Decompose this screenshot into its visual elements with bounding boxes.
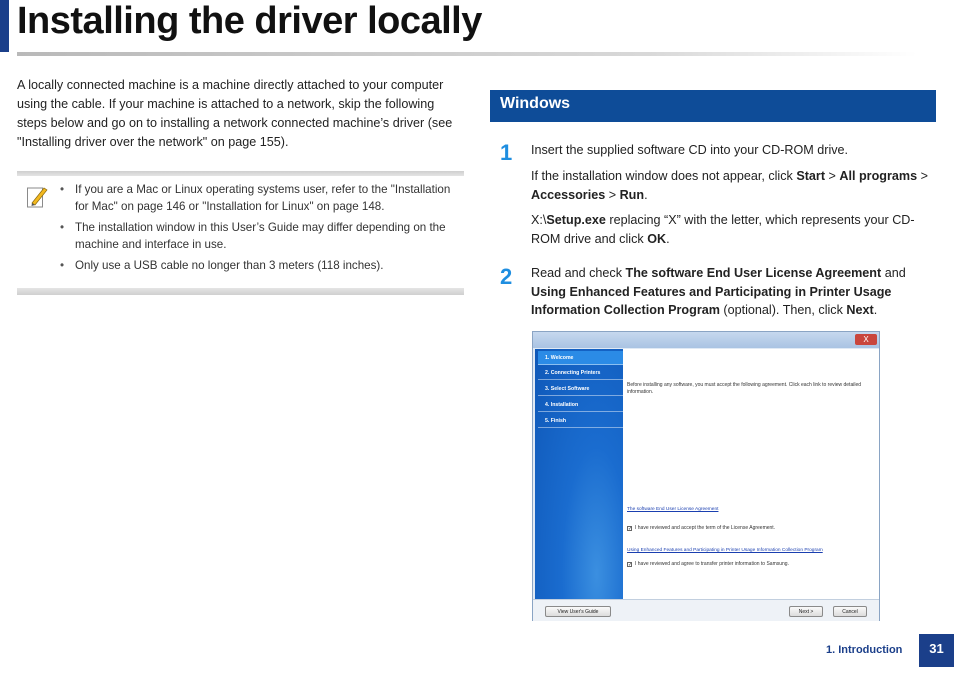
note-top-bar — [17, 171, 464, 176]
installer-usage-link[interactable]: Using Enhanced Features and Participating in Printer Usage Information Collection Program — [627, 548, 823, 553]
step-1-line-3: X:\Setup.exe replacing “X” with the letter, which represents your CD-ROM drive and click OK. — [531, 213, 915, 246]
step-number-2: 2 — [500, 264, 513, 289]
installer-step-installation: 4. Installation — [538, 398, 624, 412]
note-list — [75, 182, 464, 280]
note-box — [17, 171, 464, 295]
installer-usage-checkbox[interactable]: ✓ — [628, 562, 633, 568]
installer-eula-link[interactable]: The software End User License Agreement — [627, 507, 719, 512]
windows-section-header — [490, 90, 936, 122]
note-item: • The installation window in this User’s Guide may differ depending on the machine and interface in use. — [75, 220, 464, 253]
step-2-text: Read and check The software End User License Agreement and Using Enhanced Features and Participating in Printer Usage Information Collection Program (optional). Then, click Next. — [531, 266, 906, 317]
view-users-guide-button[interactable]: View User's Guide — [545, 606, 611, 617]
installer-footer — [533, 599, 879, 621]
installer-screenshot — [532, 331, 880, 621]
footer-section-label: 1. Introduction — [826, 644, 903, 656]
installer-eula-check-label: I have reviewed and accept the term of the License Agreement. — [635, 525, 776, 531]
installer-titlebar — [533, 332, 879, 348]
next-button[interactable]: Next > — [789, 606, 823, 617]
step-1-line-2: If the installation window does not appear, click Start > All programs > Accessories > Run. — [531, 169, 928, 202]
installer-eula-checkbox[interactable]: ✓ — [628, 526, 633, 532]
installer-step-finish: 5. Finish — [538, 414, 624, 428]
step-number-1: 1 — [500, 140, 513, 165]
page-accent-bar — [0, 0, 9, 52]
installer-step-welcome: 1. Welcome — [538, 351, 624, 365]
windows-heading: Windows — [500, 95, 571, 112]
intro-paragraph: A locally connected machine is a machine directly attached to your computer using the cable. If your machine is attached to a network, skip the following steps below and go on to installing a network connected machine’s driver (see "Installing driver over the network" on page 155). — [17, 78, 453, 149]
note-bottom-bar — [17, 288, 464, 295]
installer-usage-check-label: I have reviewed and agree to transfer printer information to Samsung. — [635, 561, 789, 567]
page-number: 31 — [919, 634, 954, 667]
installer-intro-text: Before installing any software, you must accept the following agreement. Click each link to review detailed information. — [627, 382, 862, 395]
installer-close-button[interactable]: X — [855, 334, 877, 345]
cancel-button[interactable]: Cancel — [833, 606, 867, 617]
installer-sidebar — [535, 349, 623, 599]
step-1-line-1: Insert the supplied software CD into your CD-ROM drive. — [531, 143, 849, 157]
installer-step-connecting: 2. Connecting Printers — [538, 366, 624, 380]
note-item: • Only use a USB cable no longer than 3 meters (118 inches). — [75, 258, 464, 275]
pencil-note-icon — [26, 184, 49, 209]
note-item: • If you are a Mac or Linux operating systems user, refer to the "Installation for Mac" on page 146 or "Installation for Linux" on page 148. — [75, 182, 464, 215]
installer-step-select: 3. Select Software — [538, 382, 624, 396]
installer-content — [623, 349, 879, 599]
title-divider — [17, 52, 917, 56]
page-title: Installing the driver locally — [17, 0, 482, 42]
